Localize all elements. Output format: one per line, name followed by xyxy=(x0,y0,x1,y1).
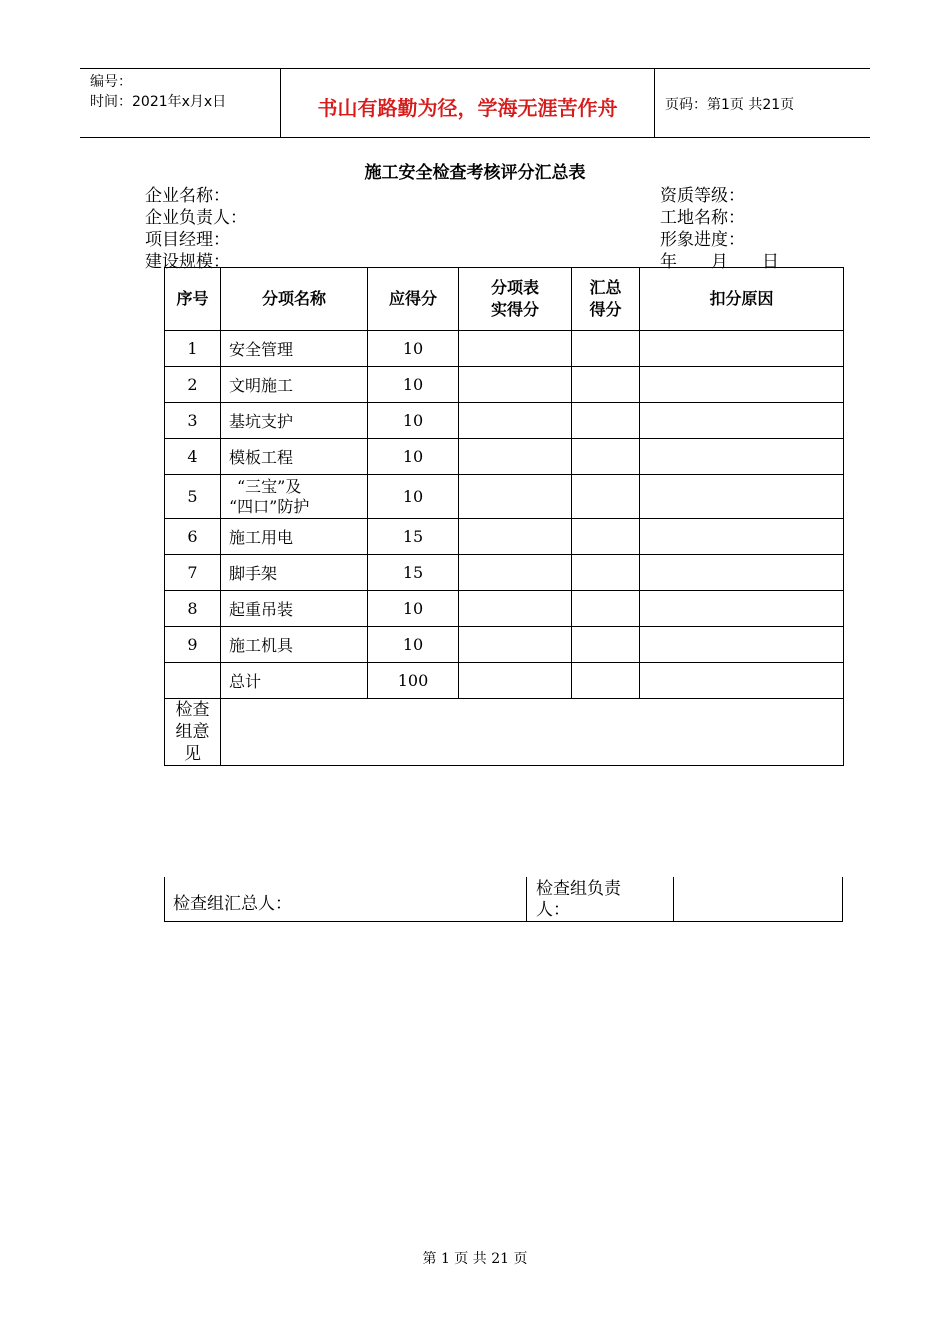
company-name-label: 企业名称： xyxy=(145,186,230,206)
row-sub-score-cell[interactable] xyxy=(459,475,572,519)
number-label: 编号： xyxy=(90,74,132,90)
row-item: 施工机具 xyxy=(221,627,368,663)
row-sum-score-cell[interactable] xyxy=(572,591,640,627)
row-item: 基坑支护 xyxy=(221,403,368,439)
row-score: 15 xyxy=(368,519,459,555)
row-sum-score-cell[interactable] xyxy=(572,367,640,403)
company-owner-label: 企业负责人： xyxy=(145,208,247,228)
row-item: 安全管理 xyxy=(221,331,368,367)
leader-label-line1: 检查组负责 xyxy=(536,879,621,899)
row-item: 脚手架 xyxy=(221,555,368,591)
opinion-label-line1: 检查 xyxy=(175,700,210,720)
header-info-cell xyxy=(80,69,280,137)
table-header-row xyxy=(165,268,844,331)
header-sub-score-line1: 分项表 xyxy=(490,278,539,297)
row-reason-cell[interactable] xyxy=(640,591,844,627)
table-row xyxy=(165,331,844,367)
table-row xyxy=(165,591,844,627)
row-no: 3 xyxy=(165,403,221,439)
row-no: 5 xyxy=(165,475,221,519)
header-sub-score xyxy=(459,268,572,331)
table-row xyxy=(165,367,844,403)
row-item: 模板工程 xyxy=(221,439,368,475)
leader-label xyxy=(536,879,636,921)
opinion-label-line3: 见 xyxy=(184,744,201,764)
page-footer: 第 1 页 共 21 页 xyxy=(422,1251,528,1267)
row-sum-score-cell[interactable] xyxy=(572,439,640,475)
opinion-input-area[interactable] xyxy=(221,699,844,766)
row-item: 起重吊装 xyxy=(221,591,368,627)
table-row xyxy=(165,627,844,663)
document-title: 施工安全检查考核评分汇总表 xyxy=(364,163,586,183)
total-score: 100 xyxy=(368,663,459,699)
progress-label: 形象进度： xyxy=(660,230,745,250)
row-reason-cell[interactable] xyxy=(640,439,844,475)
row-no: 2 xyxy=(165,367,221,403)
row-item-line1: “三宝”及 xyxy=(237,476,302,496)
row-score: 10 xyxy=(368,331,459,367)
opinion-label-line2: 组意 xyxy=(175,722,210,742)
total-no-cell xyxy=(165,663,221,699)
row-score: 10 xyxy=(368,439,459,475)
header-no: 序号 xyxy=(165,268,221,331)
header-motto-cell xyxy=(280,69,655,137)
row-sub-score-cell[interactable] xyxy=(459,367,572,403)
row-no: 1 xyxy=(165,331,221,367)
row-sub-score-cell[interactable] xyxy=(459,519,572,555)
table-row xyxy=(165,403,844,439)
row-score: 10 xyxy=(368,367,459,403)
row-sub-score-cell[interactable] xyxy=(459,439,572,475)
page-header xyxy=(80,68,870,138)
motto-text: 书山有路勤为径，学海无涯苦作舟 xyxy=(317,96,618,120)
header-sum-score-line1: 汇总 xyxy=(589,278,622,297)
row-reason-cell[interactable] xyxy=(640,403,844,439)
row-no: 6 xyxy=(165,519,221,555)
row-sum-score-cell[interactable] xyxy=(572,519,640,555)
total-row xyxy=(165,663,844,699)
table-row xyxy=(165,555,844,591)
row-no: 9 xyxy=(165,627,221,663)
row-sub-score-cell[interactable] xyxy=(459,331,572,367)
table-row xyxy=(165,475,844,519)
signature-divider xyxy=(673,877,674,921)
row-item xyxy=(221,475,368,519)
qualification-label: 资质等级： xyxy=(660,186,745,206)
row-score: 10 xyxy=(368,591,459,627)
score-table xyxy=(164,267,844,766)
time-label: 时间：2021年x月x日 xyxy=(90,94,227,110)
total-label: 总计 xyxy=(221,663,368,699)
opinion-label xyxy=(165,699,221,766)
row-item: 文明施工 xyxy=(221,367,368,403)
row-no: 4 xyxy=(165,439,221,475)
row-score: 10 xyxy=(368,627,459,663)
total-sub-score-cell[interactable] xyxy=(459,663,572,699)
header-page-cell xyxy=(655,69,870,137)
row-reason-cell[interactable] xyxy=(640,627,844,663)
project-manager-label: 项目经理： xyxy=(145,230,230,250)
total-sum-score-cell[interactable] xyxy=(572,663,640,699)
row-sum-score-cell[interactable] xyxy=(572,331,640,367)
row-sum-score-cell[interactable] xyxy=(572,555,640,591)
header-sum-score-line2: 得分 xyxy=(589,300,622,319)
total-reason-cell[interactable] xyxy=(640,663,844,699)
header-item: 分项名称 xyxy=(221,268,368,331)
summarizer-label: 检查组汇总人： xyxy=(173,894,292,914)
header-due-score: 应得分 xyxy=(368,268,459,331)
leader-label-line2: 人： xyxy=(536,900,570,920)
row-no: 8 xyxy=(165,591,221,627)
row-score: 10 xyxy=(368,403,459,439)
date-label: 年 月 日 xyxy=(660,252,779,272)
site-name-label: 工地名称： xyxy=(660,208,745,228)
row-sub-score-cell[interactable] xyxy=(459,403,572,439)
row-reason-cell[interactable] xyxy=(640,331,844,367)
row-sub-score-cell[interactable] xyxy=(459,591,572,627)
row-reason-cell[interactable] xyxy=(640,367,844,403)
row-score: 15 xyxy=(368,555,459,591)
signature-row xyxy=(164,877,843,922)
row-sum-score-cell[interactable] xyxy=(572,403,640,439)
build-scale-label: 建设规模： xyxy=(145,252,230,272)
header-sum-score xyxy=(572,268,640,331)
row-sub-score-cell[interactable] xyxy=(459,555,572,591)
row-sum-score-cell[interactable] xyxy=(572,475,640,519)
row-sub-score-cell[interactable] xyxy=(459,627,572,663)
row-item-line2: “四口”防护 xyxy=(229,496,310,516)
row-reason-cell[interactable] xyxy=(640,475,844,519)
row-sum-score-cell[interactable] xyxy=(572,627,640,663)
row-score: 10 xyxy=(368,475,459,519)
row-item: 施工用电 xyxy=(221,519,368,555)
page-info: 页码：第1页 共21页 xyxy=(665,97,795,113)
row-reason-cell[interactable] xyxy=(640,519,844,555)
header-reason: 扣分原因 xyxy=(640,268,844,331)
table-row xyxy=(165,519,844,555)
row-no: 7 xyxy=(165,555,221,591)
signature-divider xyxy=(526,877,527,921)
row-reason-cell[interactable] xyxy=(640,555,844,591)
header-sub-score-line2: 实得分 xyxy=(490,300,539,319)
table-row xyxy=(165,439,844,475)
opinion-row xyxy=(165,699,844,766)
